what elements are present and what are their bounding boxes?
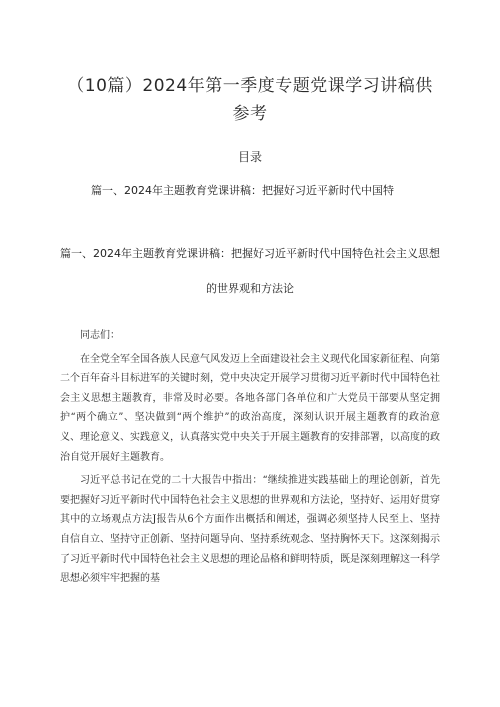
section-heading: 篇一、2024年主题教育党课讲稿：把握好习近平新时代中国特色社会主义思想的世界观和方法论 bbox=[60, 247, 440, 295]
body-text bbox=[60, 326, 440, 593]
paragraph: 在全党全军全国各族人民意气风发迈上全面建设社会主义现代化国家新征程、向第二个百年奋斗目标进军的关键时刻，党中央决定开展学习贯彻习近平新时代中国特色社会主义思想主题教育，非常及时必要。各地各部门各单位和广大党员干部要从坚定拥护“两个确立”、坚决做到“两个维护”的政治高度，深刻认识开展主题教育的政治意义、理论意义、实践意义，认真落实党中央关于开展主题教育的安排部署，以高度的政治自觉开展好主题教育。 bbox=[60, 353, 440, 463]
document-title: （10篇）2024年第一季度专题党课学习讲稿供参考 bbox=[67, 76, 433, 124]
paragraph: 习近平总书记在党的二十大报告中指出：“继续推进实践基础上的理论创新，首先要把握好习近平新时代中国特色社会主义思想的世界观和方法论，坚持好、运用好贯穿其中的立场观点方法J报告从6个方面作出概括和阐述，强调必须坚持人民至上、坚持自信自立、坚持守正创新、坚持问题导向、坚持系统观念、坚持胸怀天下。这深刻揭示了习近平新时代中国特色社会主义思想的理论品格和鲜明特质，既是深刻理解这一科学思想必须牢牢把握的基 bbox=[60, 475, 440, 585]
salutation: 同志们： bbox=[80, 330, 120, 341]
toc-heading: 目录 bbox=[237, 150, 262, 164]
toc-item[interactable]: 篇一、2024年主题教育党课讲稿：把握好习近平新时代中国特 bbox=[91, 184, 394, 197]
